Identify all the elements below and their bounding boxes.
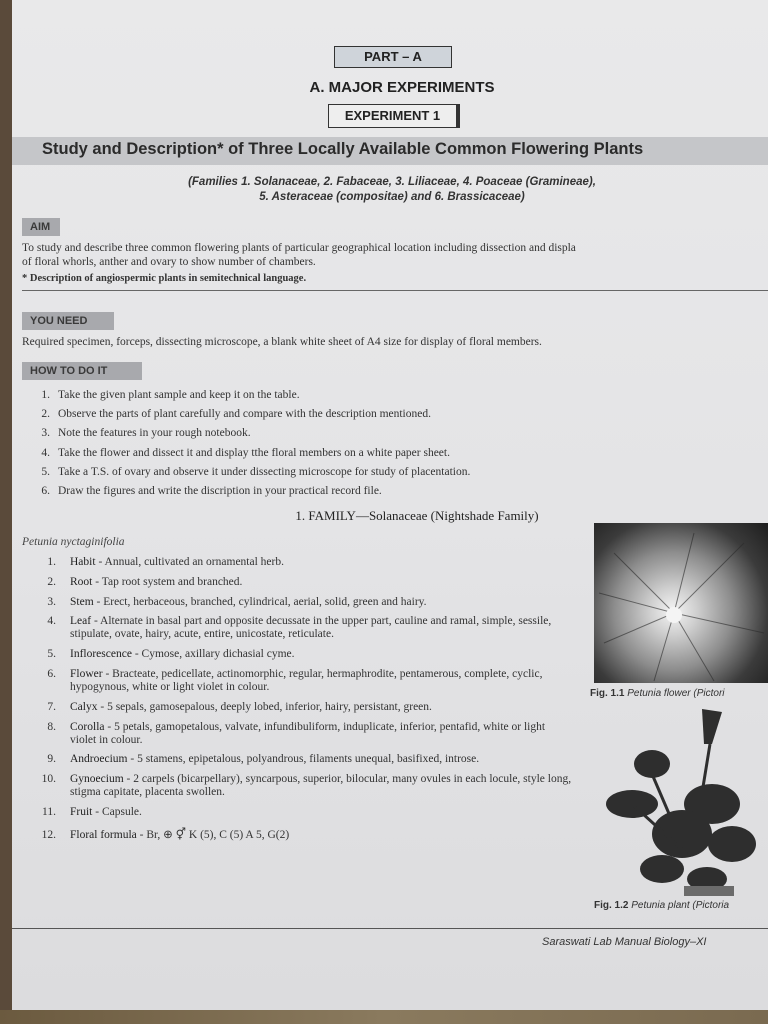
list-item: 4. Take the flower and dissect it and display tthe floral members on a white paper sheet. [41, 446, 450, 459]
list-item: 9. Androecium - 5 stamens, epipetalous, polyandrous, filaments unequal, basifixed, introse. [47, 753, 480, 766]
description-list [34, 556, 574, 849]
families-list [132, 175, 652, 205]
aim-footnote: * Description of angiospermic plants in semitechnical language. [22, 273, 307, 284]
aim-text-line-1: To study and describe three common flowering plants of particular geographical location including dissection and displa [22, 242, 576, 254]
families-line-2: 5. Asteraceae (compositae) and 6. Brassicaceae) [259, 191, 525, 203]
petunia-flower-photo [594, 523, 768, 683]
document-page [12, 0, 768, 1010]
list-item: 2. Root - Tap root system and branched. [47, 575, 243, 588]
families-line-1: (Families 1. Solanaceae, 2. Fabaceae, 3. Liliaceae, 4. Poaceae (Gramineae), [188, 176, 596, 188]
list-item: 12. Floral formula - Br, ⊕ ⚥ K (5), C (5) A 5, G(2) [41, 828, 290, 841]
section-heading: A. MAJOR EXPERIMENTS [309, 79, 495, 96]
how-to-tag: HOW TO DO IT [22, 362, 142, 380]
experiment-label: EXPERIMENT 1 [328, 104, 460, 128]
figure-1-caption: Fig. 1.1 Petunia flower (Pictori [590, 688, 725, 699]
family-heading: 1. FAMILY—Solanaceae (Nightshade Family) [295, 508, 539, 523]
you-need-text: Required specimen, forceps, dissecting microscope, a blank white sheet of A4 size for display of floral members. [22, 336, 542, 348]
figure-2-caption: Fig. 1.2 Petunia plant (Pictoria [594, 900, 730, 911]
divider [22, 290, 768, 291]
species-name: Petunia nyctaginifolia [22, 536, 125, 548]
list-item: 6. Draw the figures and write the discription in your practical record file. [41, 485, 382, 498]
petunia-plant-photo [592, 704, 768, 898]
footer-text: Saraswati Lab Manual Biology–XI [542, 936, 707, 948]
aim-text-line-2: of floral whorls, anther and ovary to show number of chambers. [22, 256, 316, 268]
list-item: 2. Observe the parts of plant carefully and compare with the description mentioned. [41, 408, 431, 421]
list-item: 8. Corolla - 5 petals, gamopetalous, valvate, infundibuliform, induplicate, inferior, pentafid, white or light violet in colour. [47, 720, 546, 746]
list-item: 3. Stem - Erect, herbaceous, branched, cylindrical, aerial, solid, green and hairy. [47, 595, 427, 608]
flower-illustration [594, 523, 768, 683]
list-item: 4. Leaf - Alternate in basal part and opposite decussate in the upper part, cauline and ramal, simple, sessile, stipulate, ovate, hairy, acute, entire, unicostate, reticulate. [47, 615, 552, 641]
plant-illustration [592, 704, 768, 898]
list-item: 7. Calyx - 5 sepals, gamosepalous, deeply lobed, inferior, hairy, persistant, green. [47, 700, 432, 713]
footer-divider [12, 928, 768, 929]
page-title: Study and Description* of Three Locally Available Common Flowering Plants [42, 140, 644, 158]
list-item: 1. Take the given plant sample and keep it on the table. [41, 389, 300, 401]
you-need-tag: YOU NEED [22, 312, 114, 330]
part-label: PART – A [334, 46, 452, 68]
list-item: 3. Note the features in your rough notebook. [41, 427, 251, 440]
how-to-steps [34, 386, 634, 501]
aim-tag: AIM [22, 218, 60, 236]
list-item: 10. Gynoecium - 2 carpels (bicarpellary), syncarpous, superior, bilocular, many ovules in each locule, style long, stigma capitate, placenta swollen. [41, 773, 572, 799]
list-item: 6. Flower - Bracteate, pedicellate, actinomorphic, regular, hermaphrodite, pentamerous, complete, cyclic, hypogynous, white or light violet in colour. [47, 667, 543, 693]
list-item: 1. Habit - Annual, cultivated an ornamental herb. [47, 556, 284, 568]
list-item: 5. Take a T.S. of ovary and observe it under dissecting microscope for study of placentation. [41, 465, 471, 478]
list-item: 5. Inflorescence - Cymose, axillary dichasial cyme. [47, 648, 295, 661]
table-surface [0, 1010, 768, 1024]
list-item: 11. Fruit - Capsule. [42, 805, 142, 818]
